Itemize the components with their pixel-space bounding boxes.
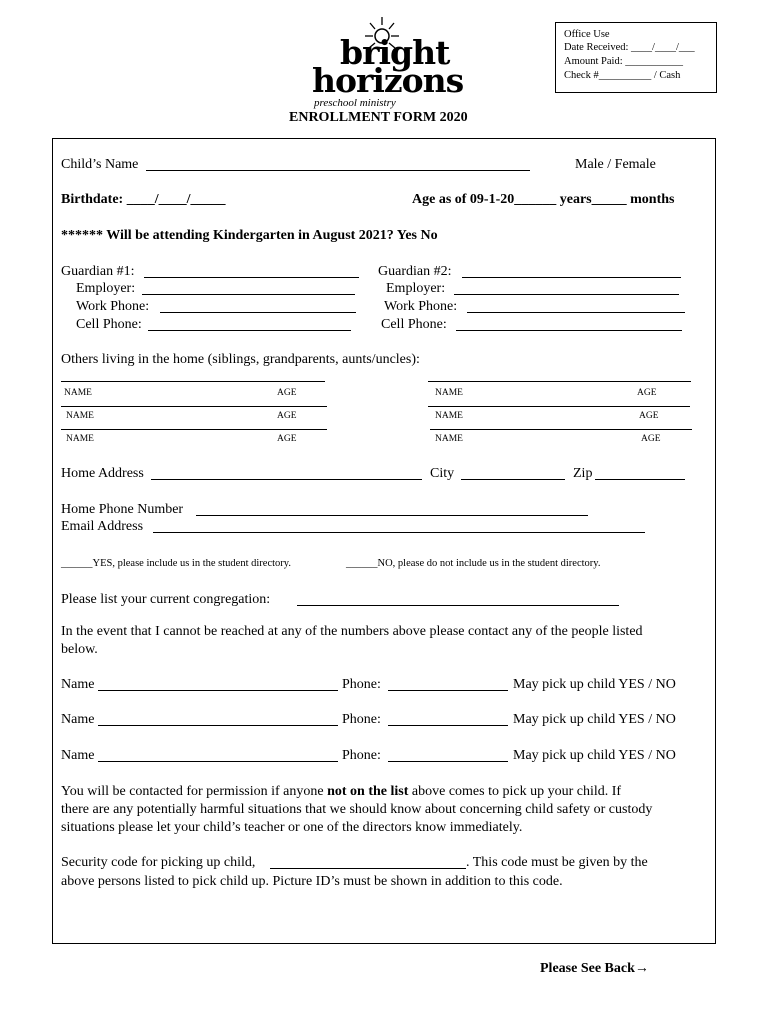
please-see-back: Please See Back→: [540, 961, 649, 976]
contact2-phone-label: Phone:: [342, 712, 381, 727]
birthdate-field[interactable]: Birthdate: ____/____/_____: [61, 192, 226, 207]
guardian2-label: Guardian #2:: [378, 264, 452, 279]
others-right-age-1: AGE: [637, 388, 657, 398]
others-left-age-2: AGE: [277, 411, 297, 421]
office-check: Check #__________ / Cash: [564, 70, 681, 81]
contact3-name-label: Name: [61, 748, 95, 763]
congregation-label: Please list your current congregation:: [61, 592, 271, 607]
notice-line3: situations please let your child’s teacher or one of the directors know immediately.: [61, 820, 523, 835]
others-right-line-1[interactable]: [428, 381, 691, 382]
logo-word-bright: bright: [340, 33, 450, 72]
kindergarten-question[interactable]: ****** Will be attending Kindergarten in August 2021? Yes No: [61, 228, 438, 243]
contact3-phone-field[interactable]: [388, 761, 508, 762]
guardian2-work-phone-label: Work Phone:: [384, 299, 458, 314]
emergency-text-line1: In the event that I cannot be reached at any of the numbers above please contact any of the people listed: [61, 624, 643, 639]
guardian1-work-phone-field[interactable]: [160, 312, 356, 313]
others-left-name-3: NAME: [66, 434, 94, 444]
home-phone-label: Home Phone Number: [61, 502, 184, 517]
notice-line1: [61, 784, 621, 800]
notice-line2: there are any potentially harmful situations that we should know about concerning child safety or custody: [61, 802, 653, 817]
contact1-name-label: Name: [61, 677, 95, 692]
others-left-name-2: NAME: [66, 411, 94, 421]
others-label: Others living in the home (siblings, grandparents, aunts/uncles):: [61, 352, 420, 367]
child-name-label: Child’s Name: [61, 157, 139, 172]
guardian1-field[interactable]: [144, 277, 359, 278]
guardian1-employer-field[interactable]: [142, 294, 355, 295]
form-title: ENROLLMENT FORM 2020: [289, 110, 468, 125]
others-right-name-1: NAME: [435, 388, 463, 398]
office-use-title: Office Use: [564, 29, 610, 40]
security-suffix: . This code must be given by the: [466, 855, 648, 870]
city-label: City: [430, 466, 455, 481]
logo-tagline: preschool ministry: [314, 97, 396, 109]
others-right-age-3: AGE: [641, 434, 661, 444]
others-right-line-3[interactable]: [430, 429, 692, 430]
zip-label: Zip: [573, 466, 593, 481]
contact2-pickup-option[interactable]: May pick up child YES / NO: [513, 712, 676, 727]
others-left-line-3[interactable]: [61, 429, 327, 430]
directory-yes-option[interactable]: ______YES, please include us in the student directory.: [61, 558, 291, 569]
contact2-name-field[interactable]: [98, 725, 338, 726]
guardian2-work-phone-field[interactable]: [467, 312, 685, 313]
others-left-age-1: AGE: [277, 388, 297, 398]
others-left-age-3: AGE: [277, 434, 297, 444]
notice-bold: not on the list: [327, 784, 409, 799]
others-right-name-3: NAME: [435, 434, 463, 444]
guardian1-work-phone-label: Work Phone:: [76, 299, 150, 314]
others-left-line-2[interactable]: [61, 406, 327, 407]
security-line2: above persons listed to pick child up. Picture ID’s must be shown in addition to this code.: [61, 874, 563, 889]
guardian2-cell-phone-label: Cell Phone:: [381, 317, 447, 332]
office-amount-paid: Amount Paid: ___________: [564, 56, 684, 67]
contact3-pickup-option[interactable]: May pick up child YES / NO: [513, 748, 676, 763]
guardian1-label: Guardian #1:: [61, 264, 135, 279]
contact1-phone-field[interactable]: [388, 690, 508, 691]
home-address-field[interactable]: [151, 479, 422, 480]
security-code-field[interactable]: [270, 868, 466, 869]
home-phone-field[interactable]: [196, 515, 588, 516]
guardian2-employer-label: Employer:: [386, 281, 446, 296]
others-left-line-1[interactable]: [61, 381, 325, 382]
home-address-label: Home Address: [61, 466, 144, 481]
security-label: Security code for picking up child,: [61, 855, 256, 870]
contact2-phone-field[interactable]: [388, 725, 508, 726]
logo-word-horizons: horizons: [312, 61, 464, 100]
contact2-name-label: Name: [61, 712, 95, 727]
others-right-name-2: NAME: [435, 411, 463, 421]
office-date-received: Date Received: ____/____/___: [564, 42, 695, 53]
contact1-phone-label: Phone:: [342, 677, 381, 692]
directory-no-option[interactable]: ______NO, please do not include us in the student directory.: [346, 558, 601, 569]
contact3-phone-label: Phone:: [342, 748, 381, 763]
logo: [300, 14, 490, 110]
guardian1-cell-phone-field[interactable]: [148, 330, 351, 331]
guardian2-field[interactable]: [462, 277, 681, 278]
others-right-age-2: AGE: [639, 411, 659, 421]
others-right-line-2[interactable]: [428, 406, 690, 407]
zip-field[interactable]: [595, 479, 685, 480]
city-field[interactable]: [461, 479, 565, 480]
guardian1-employer-label: Employer:: [76, 281, 136, 296]
email-label: Email Address: [61, 519, 144, 534]
age-field[interactable]: Age as of 09-1-20______ years_____ months: [412, 192, 675, 207]
contact1-name-field[interactable]: [98, 690, 338, 691]
notice-part2: above comes to pick up your child. If: [408, 784, 622, 799]
child-name-field[interactable]: [146, 170, 530, 171]
emergency-text-line2: below.: [61, 642, 98, 657]
contact3-name-field[interactable]: [98, 761, 338, 762]
guardian1-cell-phone-label: Cell Phone:: [76, 317, 142, 332]
guardian2-employer-field[interactable]: [454, 294, 679, 295]
notice-part1: You will be contacted for permission if anyone: [61, 784, 328, 799]
congregation-field[interactable]: [297, 605, 619, 606]
email-field[interactable]: [153, 532, 645, 533]
guardian2-cell-phone-field[interactable]: [456, 330, 682, 331]
contact1-pickup-option[interactable]: May pick up child YES / NO: [513, 677, 676, 692]
gender-options[interactable]: Male / Female: [575, 157, 656, 172]
others-left-name-1: NAME: [64, 388, 92, 398]
